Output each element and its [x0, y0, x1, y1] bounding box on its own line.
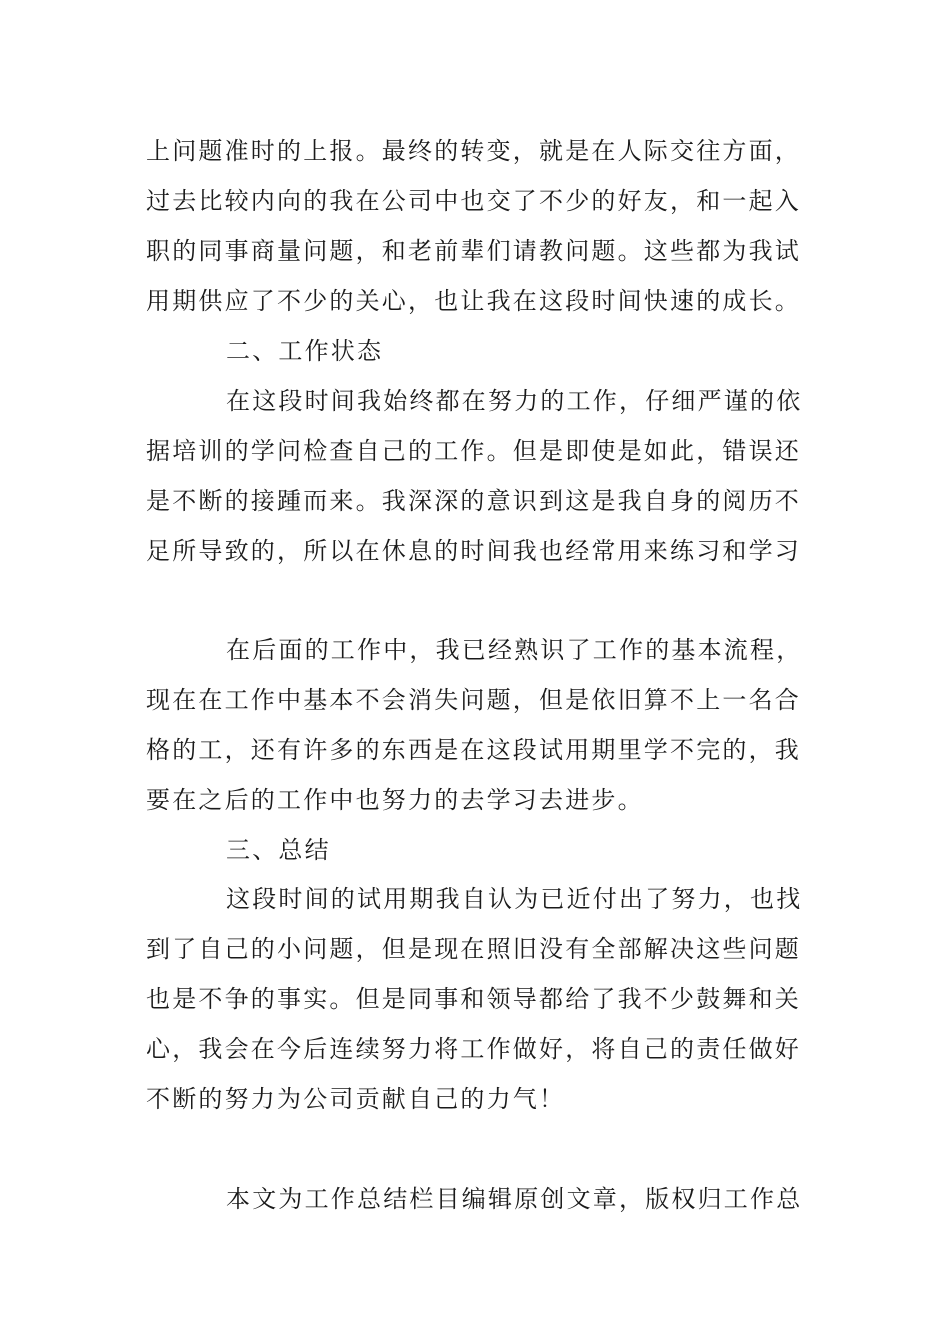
text-line: 职的同事商量问题，和老前辈们请教问题。这些都为我试 — [146, 237, 801, 265]
text-line: 这段时间的试用期我自认为已近付出了努力，也找 — [226, 885, 803, 913]
text-line: 要在之后的工作中也努力的去学习去进步。 — [146, 786, 644, 814]
text-line: 也是不争的事实。但是同事和领导都给了我不少鼓舞和关 — [146, 985, 801, 1013]
text-line: 现在在工作中基本不会消失问题，但是依旧算不上一名合 — [146, 686, 801, 714]
text-line: 是不断的接踵而来。我深深的意识到这是我自身的阅历不 — [146, 487, 801, 515]
text-line: 到了自己的小问题，但是现在照旧没有全部解决这些问题 — [146, 935, 801, 963]
text-line: 据培训的学问检查自己的工作。但是即使是如此，错误还 — [146, 437, 801, 465]
text-line: 心，我会在今后连续努力将工作做好，将自己的责任做好 — [146, 1035, 801, 1063]
section-heading: 二、工作状态 — [226, 337, 384, 365]
text-line: 用期供应了不少的关心，也让我在这段时间快速的成长。 — [146, 287, 801, 315]
text-line: 不断的努力为公司贡献自己的力气！ — [146, 1085, 566, 1113]
text-line: 足所导致的，所以在休息的时间我也经常用来练习和学习 — [146, 537, 801, 565]
text-line: 在后面的工作中，我已经熟识了工作的基本流程， — [226, 636, 803, 664]
copyright-line: 本文为工作总结栏目编辑原创文章，版权归工作总 — [226, 1185, 803, 1213]
text-line: 过去比较内向的我在公司中也交了不少的好友，和一起入 — [146, 187, 801, 215]
text-line: 格的工，还有许多的东西是在这段试用期里学不完的，我 — [146, 736, 801, 764]
section-heading: 三、总结 — [226, 836, 331, 864]
text-line: 在这段时间我始终都在努力的工作，仔细严谨的依 — [226, 387, 803, 415]
text-line: 上问题准时的上报。最终的转变，就是在人际交往方面， — [146, 137, 801, 165]
